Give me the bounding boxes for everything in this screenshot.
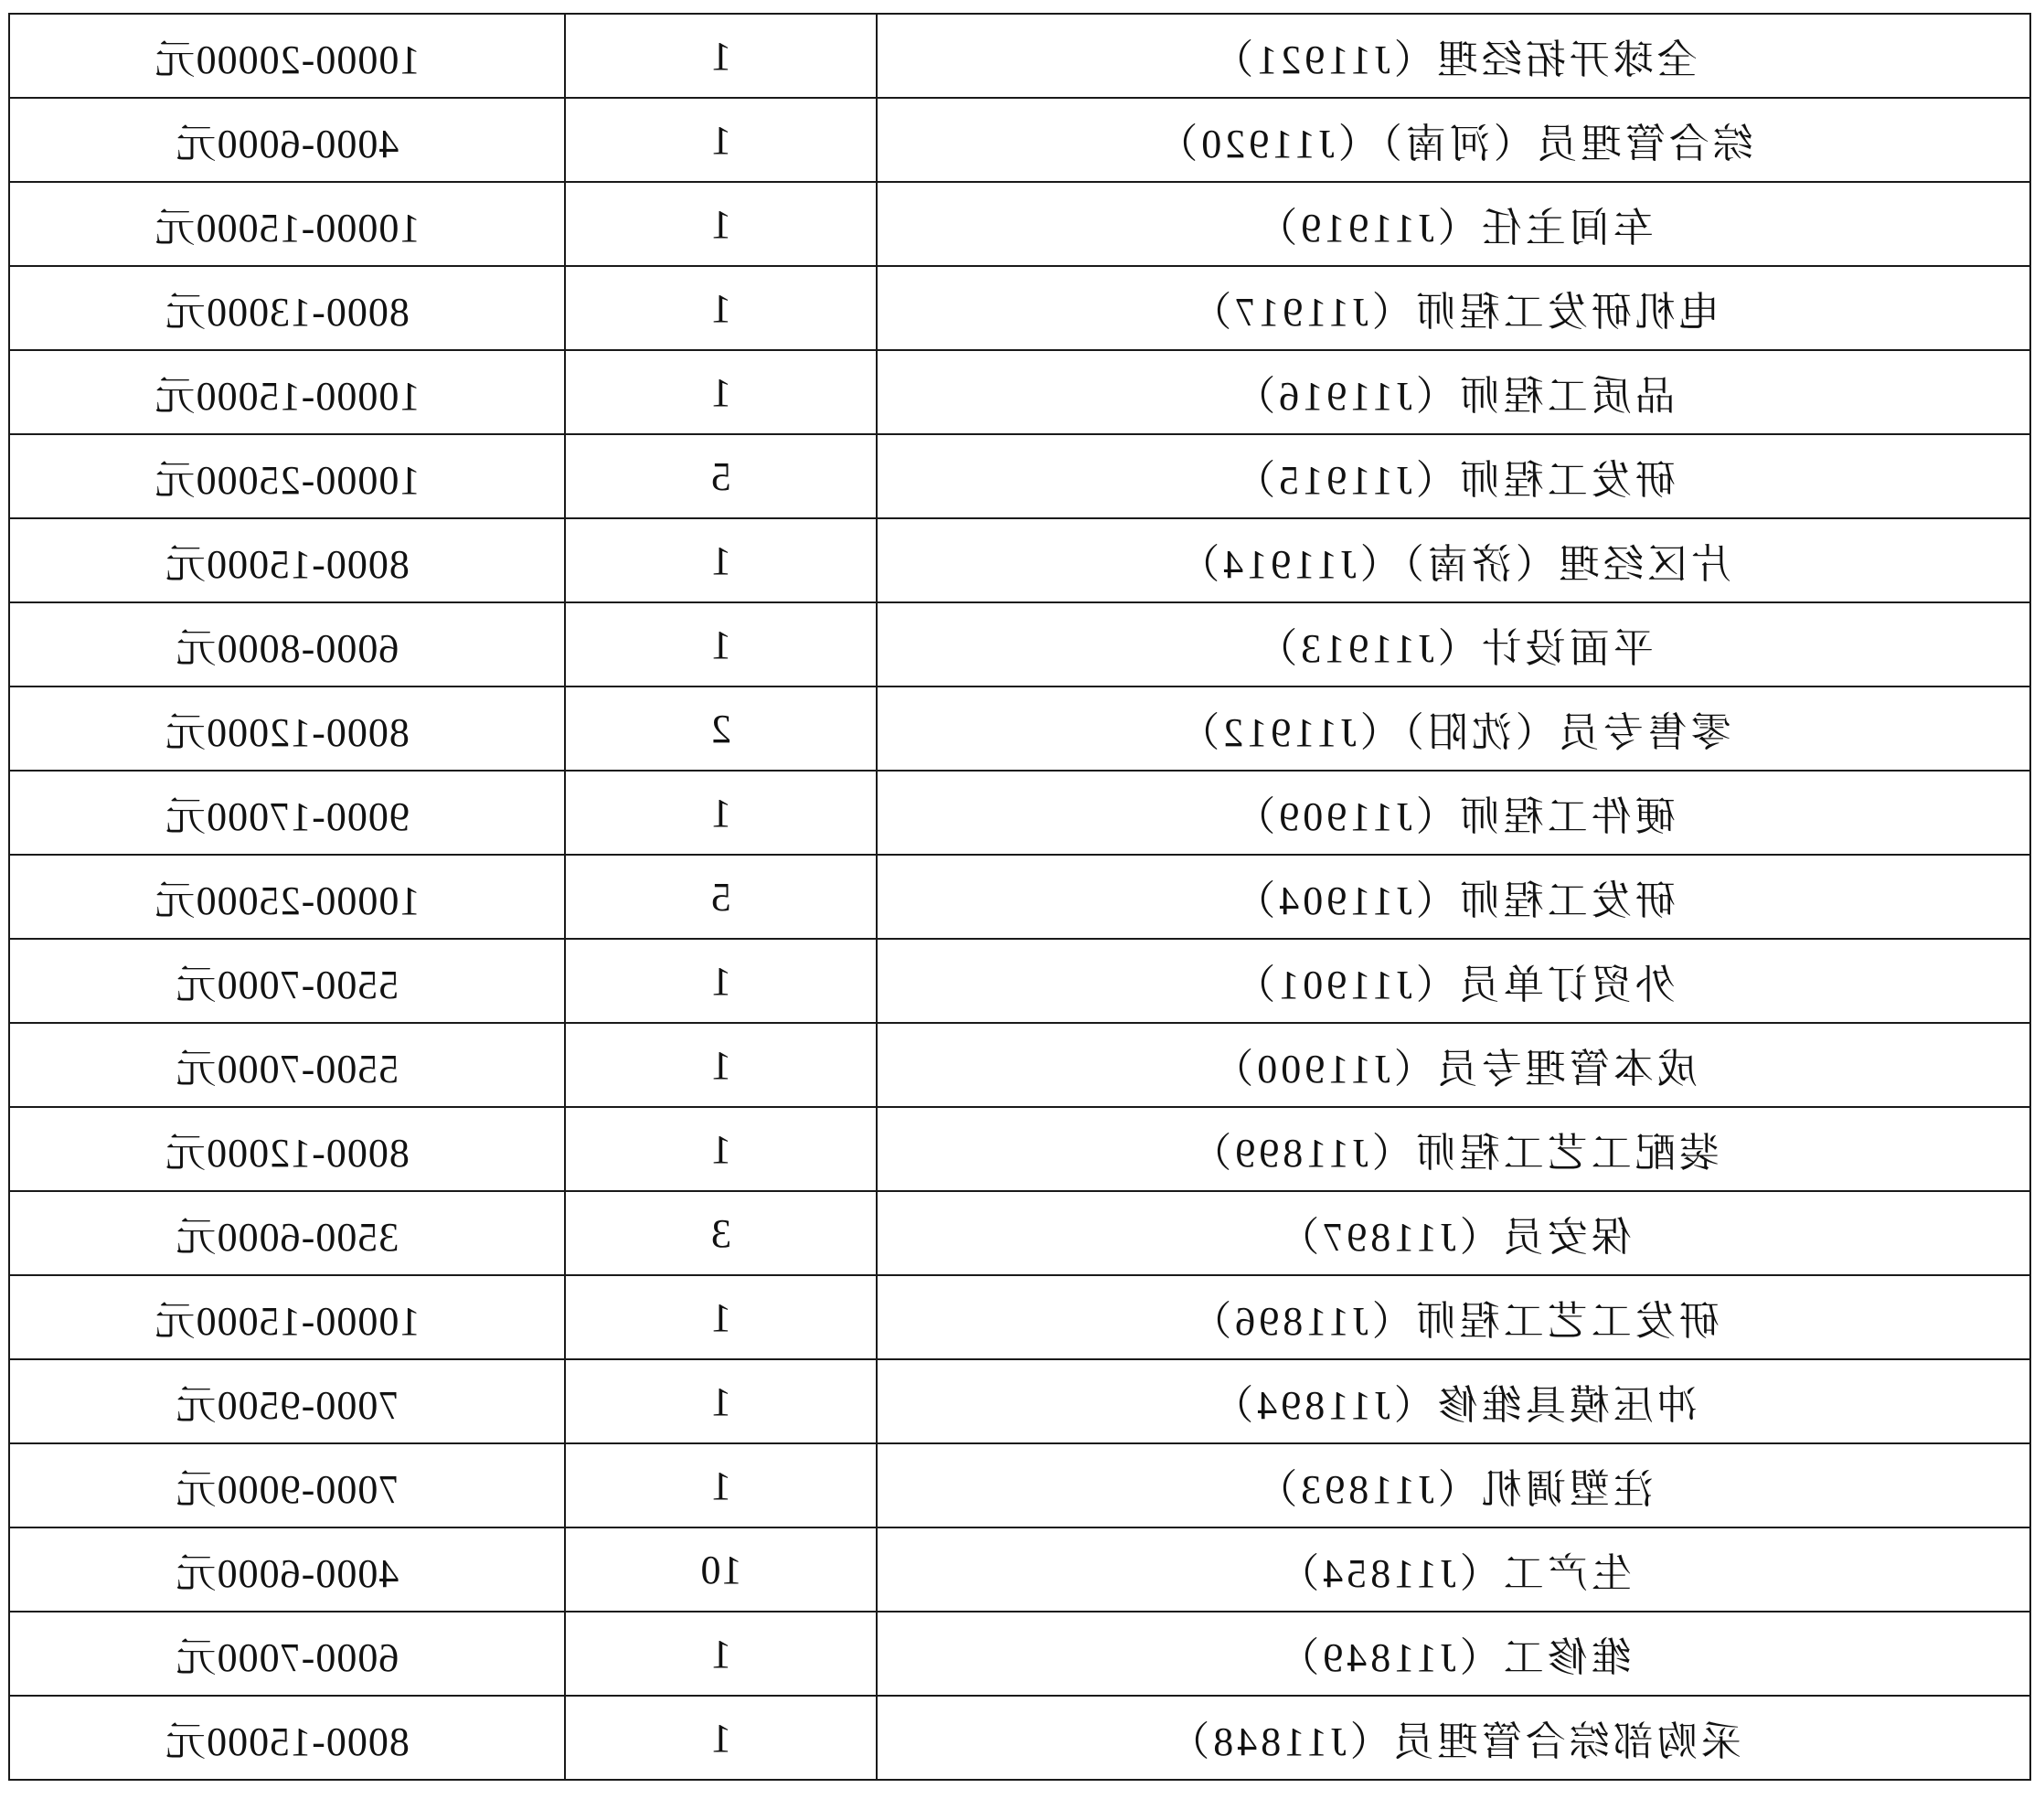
salary-cell: 3500-6000元	[9, 1191, 565, 1275]
salary-cell: 10000-15000元	[9, 1275, 565, 1359]
table-row	[9, 1696, 2030, 1780]
salary-cell: 8000-12000元	[9, 1107, 565, 1191]
headcount-cell: 1	[565, 1612, 877, 1696]
position-cell: 平面设计（J11913）	[877, 602, 2030, 686]
headcount-cell: 1	[565, 939, 877, 1023]
salary-cell: 4000-6000元	[9, 98, 565, 182]
position-cell: 片区经理（济南）（J11914）	[877, 518, 2030, 602]
table-row	[9, 1107, 2030, 1191]
headcount-cell: 1	[565, 98, 877, 182]
headcount-cell: 1	[565, 602, 877, 686]
salary-cell: 10000-20000元	[9, 14, 565, 98]
headcount-cell: 1	[565, 1359, 877, 1443]
table-row	[9, 771, 2030, 855]
salary-cell: 9000-17000元	[9, 771, 565, 855]
salary-cell: 7000-9000元	[9, 1443, 565, 1527]
position-cell: 研发工艺工程师（J11896）	[877, 1275, 2030, 1359]
table-row	[9, 182, 2030, 266]
position-cell: 注塑调机（J11893）	[877, 1443, 2030, 1527]
position-cell: 成本管理专员（J11900）	[877, 1023, 2030, 1107]
table-row	[9, 518, 2030, 602]
salary-cell: 6000-7000元	[9, 1612, 565, 1696]
table-row	[9, 14, 2030, 98]
table-row	[9, 686, 2030, 771]
headcount-cell: 2	[565, 686, 877, 771]
headcount-cell: 1	[565, 350, 877, 434]
salary-cell: 4000-6000元	[9, 1527, 565, 1612]
headcount-cell: 1	[565, 14, 877, 98]
position-cell: 生产工（J11854）	[877, 1527, 2030, 1612]
table-row	[9, 1443, 2030, 1527]
table-row	[9, 434, 2030, 518]
position-cell: 研发工程师（J11915）	[877, 434, 2030, 518]
headcount-cell: 1	[565, 1696, 877, 1780]
headcount-cell: 3	[565, 1191, 877, 1275]
position-cell: 装配工艺工程师（J11899）	[877, 1107, 2030, 1191]
salary-cell: 8000-12000元	[9, 686, 565, 771]
salary-cell: 6000-8000元	[9, 602, 565, 686]
table-row	[9, 1612, 2030, 1696]
headcount-cell: 10	[565, 1527, 877, 1612]
salary-cell: 8000-15000元	[9, 1696, 565, 1780]
table-row	[9, 939, 2030, 1023]
job-table-body	[9, 14, 2030, 1780]
position-cell: 冲压模具维修（J11894）	[877, 1359, 2030, 1443]
headcount-cell: 1	[565, 266, 877, 350]
table-row	[9, 1023, 2030, 1107]
position-cell: 外贸订单员（J11901）	[877, 939, 2030, 1023]
headcount-cell: 1	[565, 1023, 877, 1107]
position-cell: 研发工程师（J11904）	[877, 855, 2030, 939]
salary-cell: 7000-9500元	[9, 1359, 565, 1443]
headcount-cell: 1	[565, 182, 877, 266]
position-cell: 全球开拓经理（J11921）	[877, 14, 2030, 98]
salary-cell: 10000-25000元	[9, 855, 565, 939]
position-cell: 保安员（J11897）	[877, 1191, 2030, 1275]
headcount-cell: 1	[565, 1443, 877, 1527]
position-cell: 采购部综合管理员（J11848）	[877, 1696, 2030, 1780]
job-table	[8, 13, 2031, 1781]
table-row	[9, 1527, 2030, 1612]
salary-cell: 10000-15000元	[9, 350, 565, 434]
position-cell: 品质工程师（J11916）	[877, 350, 2030, 434]
headcount-cell: 1	[565, 1107, 877, 1191]
headcount-cell: 5	[565, 855, 877, 939]
headcount-cell: 5	[565, 434, 877, 518]
table-row	[9, 602, 2030, 686]
position-cell: 硬件工程师（J11909）	[877, 771, 2030, 855]
table-row	[9, 1275, 2030, 1359]
position-cell: 零售专员（沈阳）（J11912）	[877, 686, 2030, 771]
position-cell: 电机研发工程师（J11917）	[877, 266, 2030, 350]
table-row	[9, 350, 2030, 434]
salary-cell: 8000-15000元	[9, 518, 565, 602]
position-cell: 综合管理员（河南）（J11920）	[877, 98, 2030, 182]
salary-cell: 10000-25000元	[9, 434, 565, 518]
salary-cell: 8000-13000元	[9, 266, 565, 350]
headcount-cell: 1	[565, 771, 877, 855]
salary-cell: 5500-7000元	[9, 939, 565, 1023]
table-row	[9, 1191, 2030, 1275]
table-row	[9, 266, 2030, 350]
position-cell: 维修工（J11849）	[877, 1612, 2030, 1696]
table-row	[9, 1359, 2030, 1443]
salary-cell: 10000-15000元	[9, 182, 565, 266]
position-cell: 车间主任（J11919）	[877, 182, 2030, 266]
headcount-cell: 1	[565, 1275, 877, 1359]
headcount-cell: 1	[565, 518, 877, 602]
table-row	[9, 98, 2030, 182]
table-row	[9, 855, 2030, 939]
salary-cell: 5500-7000元	[9, 1023, 565, 1107]
